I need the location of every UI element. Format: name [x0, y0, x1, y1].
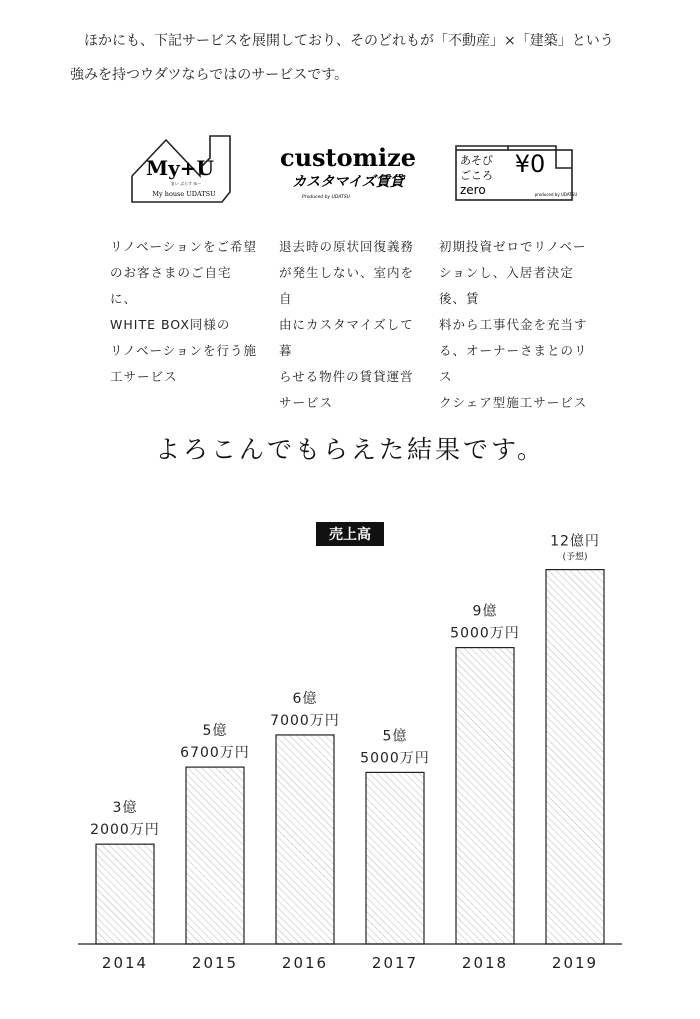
desc-line: のお客さまのご自宅に、	[110, 265, 232, 306]
customize-logo-main: customize	[279, 143, 417, 172]
bar-label-2015: 5億	[202, 723, 228, 740]
customize-logo	[278, 128, 418, 208]
asobigokoro-logo	[452, 128, 580, 208]
bar-label-2014: 2000万円	[90, 822, 160, 839]
myu-logo	[126, 128, 236, 208]
bar-2016	[276, 735, 334, 944]
desc-line: サービス	[279, 395, 334, 410]
bar-label-2017: 5000万円	[360, 750, 430, 767]
desc-line: る、オーナーさまとのリス	[439, 343, 588, 384]
bar-2017	[366, 772, 424, 944]
service-description-asobigokoro	[439, 234, 599, 416]
asobigokoro-logo-main: ¥0	[514, 150, 546, 178]
x-tick-2018: 2018	[461, 954, 509, 972]
asobigokoro-logo-line3: zero	[460, 183, 486, 197]
desc-line: ションし、入居者決定後、賃	[439, 265, 574, 306]
desc-line: 退去時の原状回復義務	[279, 239, 415, 254]
bar-2015	[186, 767, 244, 944]
x-tick-2016: 2016	[281, 954, 329, 972]
x-tick-2019: 2019	[551, 954, 599, 972]
desc-line: リノベーションをご希望	[110, 239, 258, 254]
x-tick-2014: 2014	[101, 954, 149, 972]
service-description-customize	[279, 234, 427, 416]
bar-label-2015: 6700万円	[180, 745, 250, 762]
chart-title-text: 売上高	[329, 527, 371, 543]
myu-logo-sub: My house UDATSU	[152, 190, 216, 198]
intro-line-1: ほかにも、下記サービスを展開しており、そのどれもが「不動産」×「建築」という	[84, 33, 614, 49]
service-description-myu	[110, 234, 258, 390]
results-heading: よろこんでもらえた結果です。	[154, 435, 545, 464]
desc-line: が発生しない、室内を自	[279, 265, 415, 306]
myu-logo-main: My+U	[146, 156, 214, 180]
chart-title	[316, 522, 384, 546]
desc-line: クシェア型施工サービス	[439, 395, 588, 410]
desc-line: らせる物件の賃貸運営	[279, 369, 414, 384]
bar-label-2017: 5億	[382, 728, 408, 745]
intro-text	[70, 24, 650, 92]
intro-line-2: 強みを持つウダツならではのサービスです。	[70, 67, 349, 83]
desc-line: WHITE BOX同様の	[110, 317, 231, 332]
asobigokoro-logo-line2: ごころ	[460, 169, 493, 182]
asobigokoro-logo-line1: あそび	[460, 154, 493, 167]
bar-2014	[96, 844, 154, 944]
bar-2019	[546, 570, 604, 944]
desc-line: リノベーションを行う施	[110, 343, 258, 358]
desc-line: 料から工事代金を充当す	[439, 317, 588, 332]
customize-logo-sub: カスタマイズ賃貸	[292, 174, 404, 190]
myu-logo-tiny: まい ぷらす ゆー	[170, 181, 202, 186]
bar-label-2019: 12億円	[550, 533, 600, 550]
bars-group	[90, 533, 604, 972]
bar-note-2019: (予想)	[562, 552, 588, 563]
asobigokoro-logo-tiny: produced by UDATSU	[534, 192, 578, 197]
sales-bar-chart	[0, 510, 700, 990]
desc-line: 由にカスタマイズして暮	[279, 317, 414, 358]
bar-label-2018: 5000万円	[450, 625, 520, 642]
bar-label-2014: 3億	[112, 800, 138, 817]
desc-line: 初期投資ゼロでリノベー	[439, 239, 587, 254]
bar-label-2016: 6億	[292, 690, 318, 707]
bar-label-2018: 9億	[472, 603, 498, 620]
x-tick-2017: 2017	[371, 954, 419, 972]
desc-line: 工サービス	[110, 369, 178, 384]
bar-2018	[456, 648, 514, 944]
x-tick-2015: 2015	[191, 954, 239, 972]
bar-label-2016: 7000万円	[270, 712, 340, 729]
customize-logo-tiny: Produced by UDATSU	[302, 195, 350, 200]
